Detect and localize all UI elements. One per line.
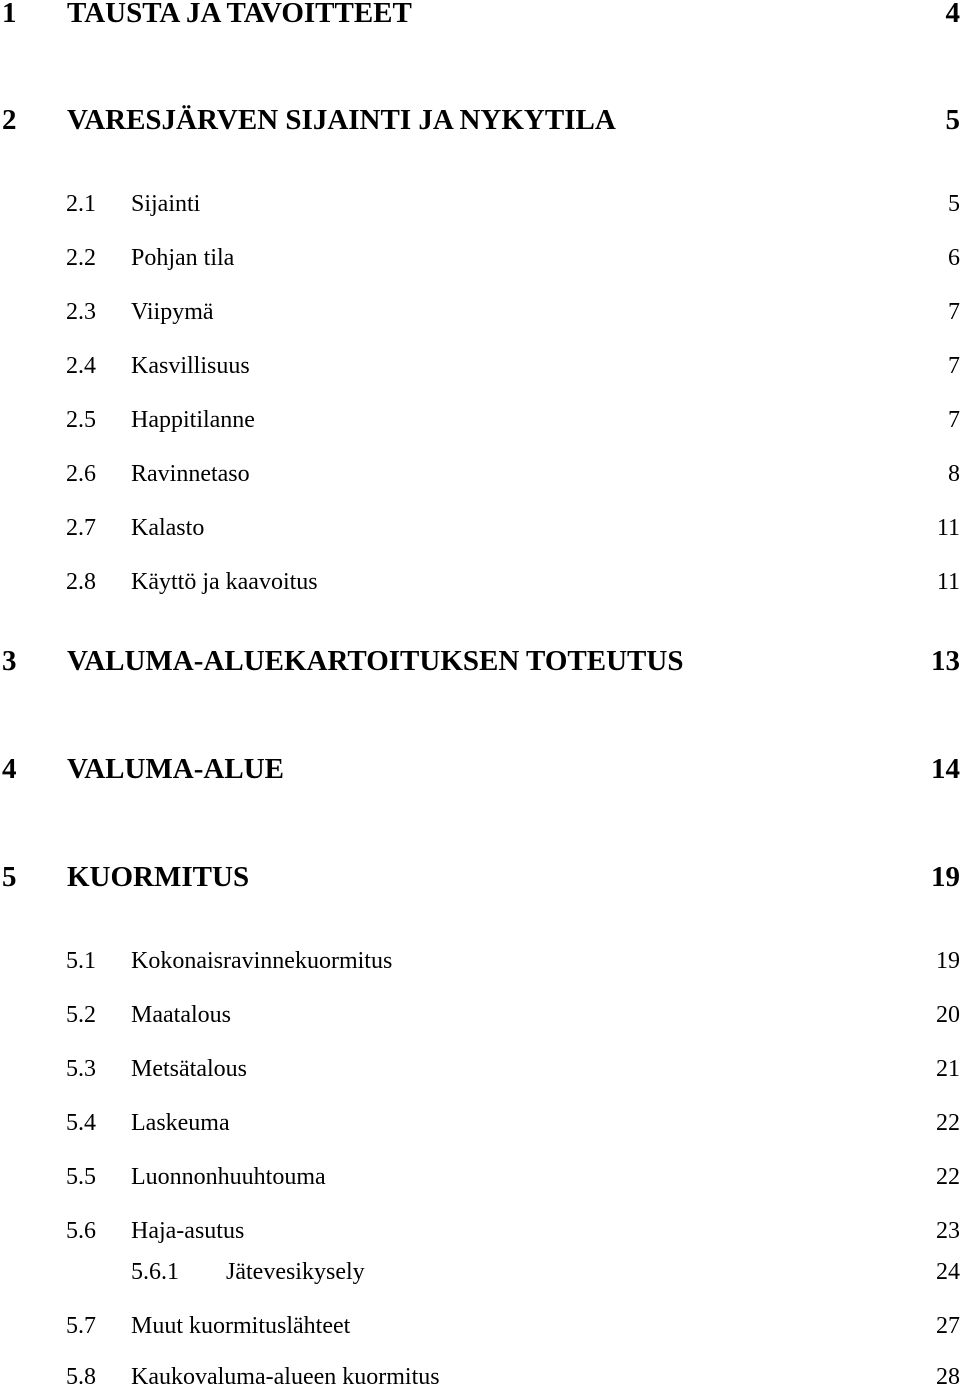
toc-page: 4 <box>945 0 960 29</box>
toc-number: 1 <box>2 0 17 29</box>
toc-page: 5 <box>948 191 960 217</box>
toc-number: 5.3 <box>66 1056 96 1082</box>
toc-title: Kalasto <box>131 515 205 541</box>
toc-number: 5.8 <box>66 1364 96 1390</box>
toc-number: 5 <box>2 861 17 893</box>
toc-title: VALUMA-ALUE <box>67 753 284 785</box>
toc-title: Sijainti <box>131 191 201 217</box>
toc-title: Haja-asutus <box>131 1218 245 1244</box>
toc-page: 21 <box>936 1056 960 1082</box>
toc-title: Maatalous <box>131 1002 231 1028</box>
toc-page: 14 <box>931 753 960 785</box>
toc-page: 22 <box>936 1110 960 1136</box>
toc-number: 5.6.1 <box>131 1259 179 1285</box>
toc-number: 2 <box>2 104 17 136</box>
toc-page: 22 <box>936 1164 960 1190</box>
toc-title: Kasvillisuus <box>131 353 250 379</box>
toc-number: 5.7 <box>66 1313 96 1339</box>
toc-title: Luonnonhuuhtouma <box>131 1164 326 1190</box>
toc-page: 7 <box>948 407 960 433</box>
toc-number: 5.6 <box>66 1218 96 1244</box>
toc-page: 23 <box>936 1218 960 1244</box>
toc-number: 4 <box>2 753 17 785</box>
toc-number: 2.1 <box>66 191 96 217</box>
toc-title: Pohjan tila <box>131 245 235 271</box>
toc-page: 24 <box>936 1259 960 1285</box>
toc-page: 6 <box>948 245 960 271</box>
toc-title: Kaukovaluma-alueen kuormitus <box>131 1364 440 1390</box>
toc-title: Käyttö ja kaavoitus <box>131 569 318 595</box>
toc-number: 5.5 <box>66 1164 96 1190</box>
toc-page: 27 <box>936 1313 960 1339</box>
toc-number: 3 <box>2 645 17 677</box>
toc-title: VARESJÄRVEN SIJAINTI JA NYKYTILA <box>67 104 616 136</box>
toc-page: 7 <box>948 299 960 325</box>
toc-number: 2.5 <box>66 407 96 433</box>
toc-page: 19 <box>936 948 960 974</box>
toc-number: 2.7 <box>66 515 96 541</box>
toc-page: 13 <box>931 645 960 677</box>
toc-title: Metsätalous <box>131 1056 247 1082</box>
toc-title: VALUMA-ALUEKARTOITUKSEN TOTEUTUS <box>67 645 684 677</box>
toc-page: 8 <box>948 461 960 487</box>
toc-page: 28 <box>936 1364 960 1390</box>
toc-number: 2.6 <box>66 461 96 487</box>
toc-title: Jätevesikysely <box>226 1259 365 1285</box>
toc-title: Muut kuormituslähteet <box>131 1313 351 1339</box>
toc-title: Ravinnetaso <box>131 461 250 487</box>
toc-title: Happitilanne <box>131 407 255 433</box>
toc-number: 2.2 <box>66 245 96 271</box>
toc-page: 11 <box>936 515 960 541</box>
toc-number: 2.8 <box>66 569 96 595</box>
toc-number: 5.1 <box>66 948 96 974</box>
toc-number: 2.3 <box>66 299 96 325</box>
toc-title: TAUSTA JA TAVOITTEET <box>67 0 412 29</box>
toc-page: 20 <box>936 1002 960 1028</box>
toc-page: 5 <box>945 104 960 136</box>
toc-number: 5.4 <box>66 1110 96 1136</box>
toc-title: Viipymä <box>131 299 214 325</box>
toc-page: 19 <box>931 861 960 893</box>
toc-page: 7 <box>948 353 960 379</box>
toc-number: 5.2 <box>66 1002 96 1028</box>
toc-title: Kokonaisravinnekuormitus <box>131 948 393 974</box>
toc-title: KUORMITUS <box>67 861 250 893</box>
toc-number: 2.4 <box>66 353 96 379</box>
toc-title: Laskeuma <box>131 1110 230 1136</box>
toc-page: 11 <box>936 569 960 595</box>
